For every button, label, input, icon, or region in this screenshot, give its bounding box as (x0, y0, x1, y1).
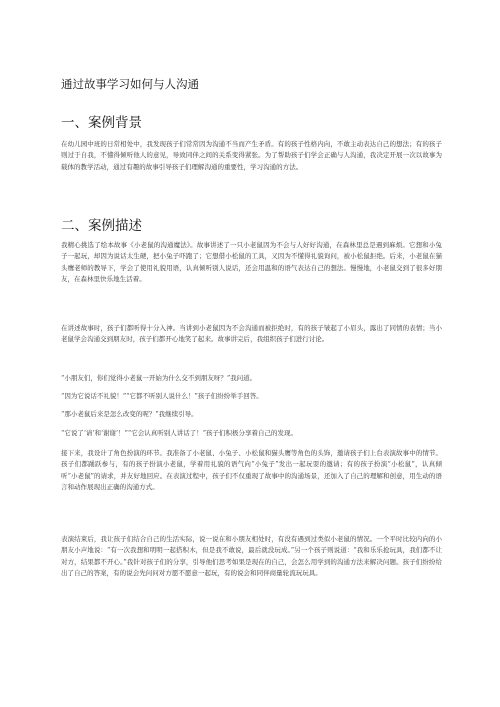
description-paragraph-reflection: 表演结束后，我让孩子们结合自己的生活实际，说一说在和小朋友相处时，有没有遇到过类似小老鼠的情况。一个平时比较内向的小朋友小声地说：“有一次我想和明明一起搭积木，但是我不敢说，最后就没玩成。”另一个孩子则说道：“我和乐乐抢玩具，我们都不让对方，结果都不开心。”我针对孩子们的分享，引导他们思考如果是现在的自己，会怎么用学到的沟通方法来解决问题。孩子们纷纷给出了自己的答案，有的说会先问问对方愿不愿意一起玩，有的说会和同伴商量轮流玩玩具。 (61, 535, 442, 577)
dialogue-line-2: “因为它说话不礼貌！”“它都不听别人说什么！”孩子们纷纷举手回答。 (61, 392, 263, 400)
dialogue-line-1: “小朋友们，你们觉得小老鼠一开始为什么交不到朋友呀？”我问道。 (61, 374, 257, 382)
section-heading-background: 一、案例背景 (61, 115, 142, 131)
dialogue-line-3: “那小老鼠后来是怎么改变的呢？”我继续引导。 (61, 410, 198, 418)
description-paragraph-roleplay: 接下来，我设计了角色扮演的环节。我准备了小老鼠、小兔子、小松鼠和猫头鹰等角色的头饰，邀请孩子们上台表演故事中的情节。孩子们都踊跃参与，有的孩子扮演小老鼠，学着用礼貌的语气向“小兔子”发出一起玩耍的邀请；有的孩子扮演“小松鼠”，认真倾听“小老鼠”的请求，并友好地回应。在表演过程中，孩子们不仅重现了故事中的沟通场景，还加入了自己的理解和创意，用生动的语言和动作展现出正确的沟通方式。 (61, 449, 442, 491)
dialogue-line-4: “它说了‘请’和‘谢谢’！”“它会认真听别人讲话了！”孩子们积极分享着自己的发现。 (61, 429, 298, 437)
description-paragraph-1: 我精心挑选了绘本故事《小老鼠的沟通魔法》。故事讲述了一只小老鼠因为不会与人好好沟通，在森林里总是遇到麻烦。它想和小兔子一起玩，却因为说话太生硬，把小兔子吓跑了；它想借小松鼠的工具，又因为不懂得礼貌询问，被小松鼠拒绝。后来，小老鼠在猫头鹰老师的教导下，学会了使用礼貌用语，认真倾听别人说话，还会用温和的语气表达自己的想法。慢慢地，小老鼠交到了很多好朋友，在森林里快乐地生活着。 (61, 241, 442, 283)
document-title: 通过故事学习如何与人沟通 (61, 77, 199, 91)
description-paragraph-2: 在讲述故事时，孩子们都听得十分入神。当讲到小老鼠因为不会沟通而被拒绝时，有的孩子皱起了小眉头，露出了同情的表情；当小老鼠学会沟通交到朋友时，孩子们都开心地笑了起来。故事讲完后，我组织孩子们进行讨论。 (61, 324, 442, 344)
background-paragraph: 在幼儿园中班的日常相处中，我发现孩子们常常因为沟通不当而产生矛盾。有的孩子性格内向，不敢主动表达自己的想法；有的孩子则过于自我，不懂得倾听他人的意见，导致同伴之间的关系变得紧张。为了帮助孩子们学会正确与人沟通，我决定开展一次以故事为载体的教学活动，通过有趣的故事引导孩子们理解沟通的重要性，学习沟通的方法。 (61, 140, 442, 171)
section-heading-description: 二、案例描述 (61, 218, 142, 234)
